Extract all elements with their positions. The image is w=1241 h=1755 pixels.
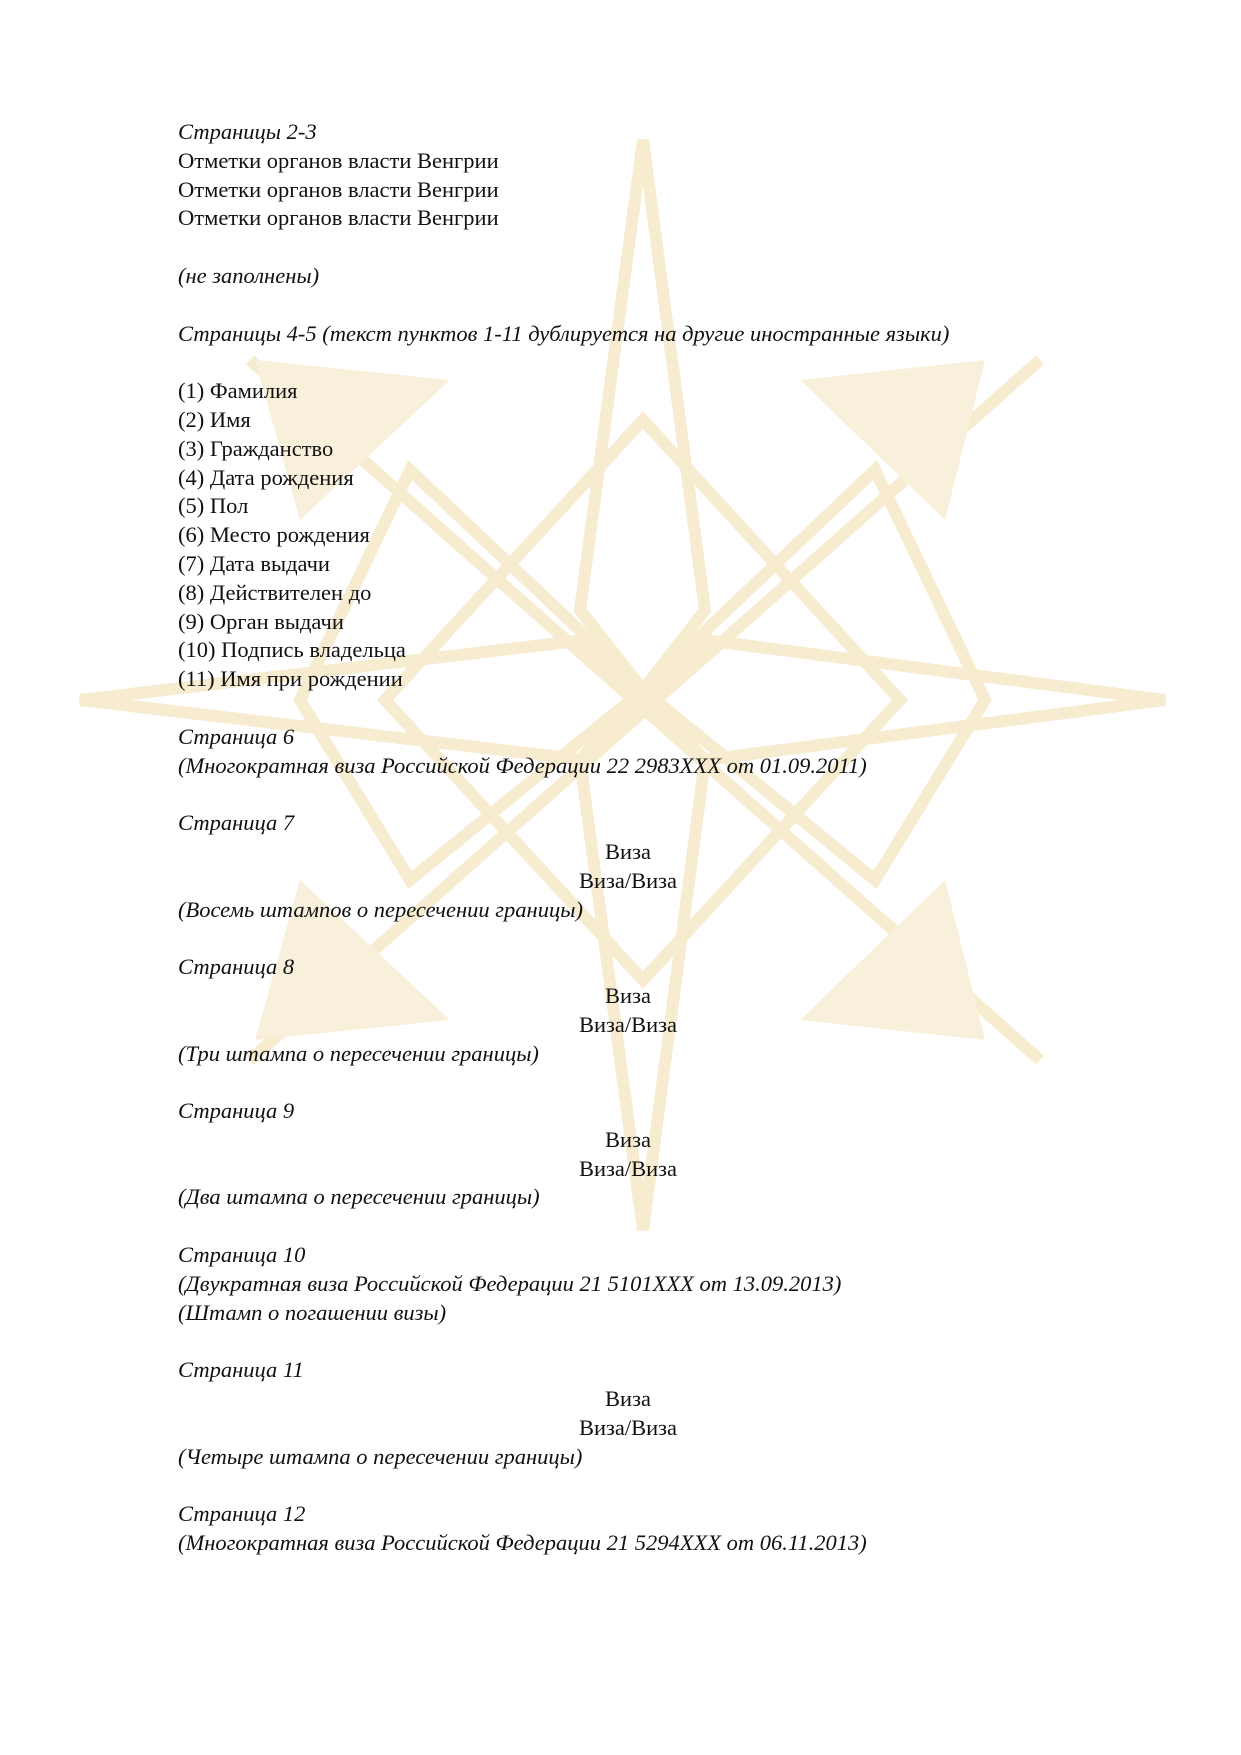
field-list-item: (5) Пол [178,493,249,519]
visa-line: Виза [605,1386,651,1412]
visa-line: Виза [605,1126,651,1152]
authority-mark-line: Отметки органов власти Венгрии [178,176,499,202]
section-heading-page-6: Страница 6 [178,723,295,749]
spacer [178,924,1078,953]
field-list-item: (2) Имя [178,406,251,432]
section-heading-pages-4-5: Страницы 4-5 (текст пунктов 1-11 дублируется на другие иностранные языки) [178,320,950,346]
section-note: (Четыре штампа о пересечении границы) [178,1443,583,1469]
section-heading-page-8: Страница 8 [178,954,295,980]
authority-mark-line: Отметки органов власти Венгрии [178,205,499,231]
authority-mark-line: Отметки органов власти Венгрии [178,147,499,173]
field-list-item: (7) Дата выдачи [178,550,330,576]
field-list-item: (11) Имя при рождении [178,666,403,692]
spacer [178,1068,1078,1097]
visa-line: Виза/Виза [578,1011,678,1037]
field-list-item: (4) Дата рождения [178,464,354,490]
visa-line: Виза [605,838,651,864]
spacer [178,291,1078,320]
section-note: (Двукратная виза Российской Федерации 21 5101XXX от 13.09.2013) [178,1270,842,1296]
section-heading-page-11: Страница 11 [178,1357,304,1383]
section-heading-pages-2-3: Страницы 2-3 [178,119,317,144]
visa-line: Виза/Виза [578,1155,678,1181]
section-note: (Многократная виза Российской Федерации 21 5294XXX от 06.11.2013) [178,1530,867,1556]
section-note: (не заполнены) [178,262,320,288]
spacer [178,780,1078,809]
section-heading-page-9: Страница 9 [178,1098,295,1124]
section-note: (Многократная виза Российской Федерации 22 2983XXX от 01.09.2011) [178,752,867,778]
section-heading-page-7: Страница 7 [178,810,295,836]
visa-line: Виза/Виза [578,867,678,893]
section-heading-page-12: Страница 12 [178,1501,306,1527]
field-list-item: (1) Фамилия [178,378,298,404]
spacer [178,233,1078,262]
visa-line: Виза/Виза [578,1414,678,1440]
document-body [178,118,1078,1558]
section-note: (Два штампа о пересечении границы) [178,1184,540,1210]
section-heading-page-10: Страница 10 [178,1242,306,1268]
section-note: (Восемь штампов о пересечении границы) [178,896,583,922]
field-list-item: (9) Орган выдачи [178,608,344,634]
field-list-item: (6) Место рождения [178,522,370,548]
spacer [178,1327,1078,1356]
section-note: (Штамп о погашении визы) [178,1299,447,1325]
spacer [178,1212,1078,1241]
field-list-item: (8) Действителен до [178,579,372,605]
section-note: (Три штампа о пересечении границы) [178,1040,539,1066]
field-list-item: (10) Подпись владельца [178,637,406,663]
spacer [178,348,1078,377]
visa-line: Виза [605,982,651,1008]
spacer [178,1471,1078,1500]
spacer [178,694,1078,723]
field-list-item: (3) Гражданство [178,435,334,461]
